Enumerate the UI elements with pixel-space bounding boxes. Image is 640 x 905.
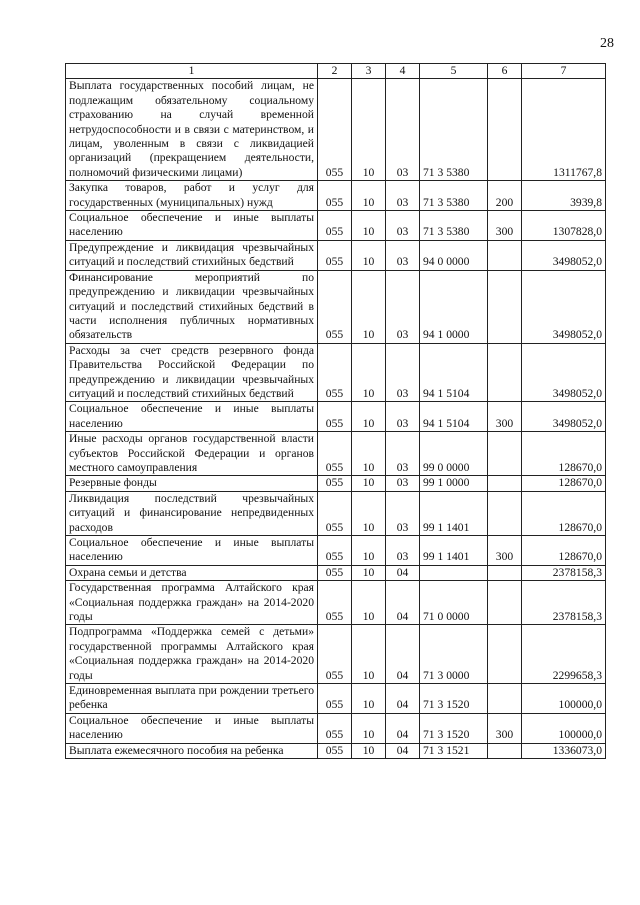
target-article-cell: 71 3 1521 bbox=[420, 743, 488, 758]
expense-type-cell bbox=[488, 79, 522, 181]
expense-type-cell: 300 bbox=[488, 536, 522, 566]
section-code-cell: 10 bbox=[352, 270, 386, 343]
column-header: 5 bbox=[420, 64, 488, 79]
grbs-code-cell: 055 bbox=[318, 343, 352, 402]
amount-cell: 1311767,8 bbox=[522, 79, 606, 181]
expense-name-cell: Единовременная выплата при рождении третьего ребенка bbox=[66, 684, 318, 714]
budget-table bbox=[65, 63, 606, 759]
grbs-code-cell: 055 bbox=[318, 743, 352, 758]
expense-name-cell: Предупреждение и ликвидация чрезвычайных ситуаций и последствий стихийных бедствий bbox=[66, 240, 318, 270]
grbs-code-cell: 055 bbox=[318, 536, 352, 566]
expense-name-cell: Иные расходы органов государственной власти субъектов Российской Федерации и органов местного самоуправления bbox=[66, 432, 318, 476]
amount-cell: 1336073,0 bbox=[522, 743, 606, 758]
expense-type-cell bbox=[488, 270, 522, 343]
expense-name-cell: Социальное обеспечение и иные выплаты населению bbox=[66, 211, 318, 241]
grbs-code-cell: 055 bbox=[318, 491, 352, 535]
amount-cell: 3939,8 bbox=[522, 181, 606, 211]
expense-type-cell bbox=[488, 625, 522, 684]
target-article-cell: 99 0 0000 bbox=[420, 432, 488, 476]
table-row bbox=[66, 343, 606, 402]
subsection-code-cell: 04 bbox=[386, 684, 420, 714]
column-header: 3 bbox=[352, 64, 386, 79]
amount-cell: 3498052,0 bbox=[522, 270, 606, 343]
expense-name-cell: Резервные фонды bbox=[66, 476, 318, 491]
table-row bbox=[66, 240, 606, 270]
subsection-code-cell: 04 bbox=[386, 625, 420, 684]
amount-cell: 100000,0 bbox=[522, 713, 606, 743]
expense-type-cell bbox=[488, 476, 522, 491]
amount-cell: 128670,0 bbox=[522, 536, 606, 566]
amount-cell: 100000,0 bbox=[522, 684, 606, 714]
table-row bbox=[66, 713, 606, 743]
grbs-code-cell: 055 bbox=[318, 402, 352, 432]
grbs-code-cell: 055 bbox=[318, 240, 352, 270]
target-article-cell bbox=[420, 565, 488, 580]
grbs-code-cell: 055 bbox=[318, 476, 352, 491]
amount-cell: 128670,0 bbox=[522, 476, 606, 491]
table-row bbox=[66, 181, 606, 211]
section-code-cell: 10 bbox=[352, 240, 386, 270]
target-article-cell: 94 1 5104 bbox=[420, 402, 488, 432]
amount-cell: 2299658,3 bbox=[522, 625, 606, 684]
amount-cell: 3498052,0 bbox=[522, 240, 606, 270]
target-article-cell: 99 1 1401 bbox=[420, 491, 488, 535]
target-article-cell: 71 3 1520 bbox=[420, 713, 488, 743]
table-row bbox=[66, 432, 606, 476]
section-code-cell: 10 bbox=[352, 536, 386, 566]
table-row bbox=[66, 743, 606, 758]
table-row bbox=[66, 491, 606, 535]
grbs-code-cell: 055 bbox=[318, 211, 352, 241]
expense-type-cell bbox=[488, 684, 522, 714]
grbs-code-cell: 055 bbox=[318, 432, 352, 476]
expense-name-cell: Государственная программа Алтайского края «Социальная поддержка граждан» на 2014-2020 годы bbox=[66, 581, 318, 625]
expense-name-cell: Социальное обеспечение и иные выплаты населению bbox=[66, 402, 318, 432]
page-number: 28 bbox=[600, 36, 614, 51]
subsection-code-cell: 03 bbox=[386, 476, 420, 491]
table-row bbox=[66, 536, 606, 566]
subsection-code-cell: 03 bbox=[386, 343, 420, 402]
table-row bbox=[66, 565, 606, 580]
subsection-code-cell: 03 bbox=[386, 536, 420, 566]
subsection-code-cell: 04 bbox=[386, 713, 420, 743]
expense-name-cell: Социальное обеспечение и иные выплаты населению bbox=[66, 536, 318, 566]
column-header: 4 bbox=[386, 64, 420, 79]
table-header-row bbox=[66, 64, 606, 79]
grbs-code-cell: 055 bbox=[318, 581, 352, 625]
grbs-code-cell: 055 bbox=[318, 684, 352, 714]
grbs-code-cell: 055 bbox=[318, 625, 352, 684]
expense-type-cell: 300 bbox=[488, 402, 522, 432]
section-code-cell: 10 bbox=[352, 713, 386, 743]
grbs-code-cell: 055 bbox=[318, 181, 352, 211]
subsection-code-cell: 03 bbox=[386, 270, 420, 343]
expense-type-cell bbox=[488, 432, 522, 476]
target-article-cell: 71 3 0000 bbox=[420, 625, 488, 684]
table-row bbox=[66, 79, 606, 181]
expense-name-cell: Закупка товаров, работ и услуг для государственных (муниципальных) нужд bbox=[66, 181, 318, 211]
target-article-cell: 94 1 5104 bbox=[420, 343, 488, 402]
section-code-cell: 10 bbox=[352, 491, 386, 535]
amount-cell: 3498052,0 bbox=[522, 402, 606, 432]
table-row bbox=[66, 211, 606, 241]
column-header: 1 bbox=[66, 64, 318, 79]
target-article-cell: 71 3 5380 bbox=[420, 181, 488, 211]
section-code-cell: 10 bbox=[352, 343, 386, 402]
table-row bbox=[66, 625, 606, 684]
subsection-code-cell: 03 bbox=[386, 240, 420, 270]
expense-type-cell: 200 bbox=[488, 181, 522, 211]
expense-type-cell bbox=[488, 581, 522, 625]
expense-name-cell: Социальное обеспечение и иные выплаты населению bbox=[66, 713, 318, 743]
subsection-code-cell: 03 bbox=[386, 432, 420, 476]
subsection-code-cell: 04 bbox=[386, 581, 420, 625]
subsection-code-cell: 04 bbox=[386, 743, 420, 758]
section-code-cell: 10 bbox=[352, 625, 386, 684]
amount-cell: 3498052,0 bbox=[522, 343, 606, 402]
section-code-cell: 10 bbox=[352, 581, 386, 625]
table-row bbox=[66, 270, 606, 343]
subsection-code-cell: 03 bbox=[386, 491, 420, 535]
grbs-code-cell: 055 bbox=[318, 79, 352, 181]
subsection-code-cell: 03 bbox=[386, 181, 420, 211]
grbs-code-cell: 055 bbox=[318, 565, 352, 580]
expense-type-cell: 300 bbox=[488, 713, 522, 743]
expense-type-cell bbox=[488, 565, 522, 580]
expense-type-cell bbox=[488, 343, 522, 402]
amount-cell: 128670,0 bbox=[522, 491, 606, 535]
amount-cell: 128670,0 bbox=[522, 432, 606, 476]
section-code-cell: 10 bbox=[352, 79, 386, 181]
expense-type-cell bbox=[488, 240, 522, 270]
table-row bbox=[66, 581, 606, 625]
expense-type-cell bbox=[488, 491, 522, 535]
section-code-cell: 10 bbox=[352, 476, 386, 491]
table-row bbox=[66, 476, 606, 491]
subsection-code-cell: 03 bbox=[386, 79, 420, 181]
target-article-cell: 99 1 0000 bbox=[420, 476, 488, 491]
grbs-code-cell: 055 bbox=[318, 713, 352, 743]
expense-type-cell bbox=[488, 743, 522, 758]
expense-name-cell: Подпрограмма «Поддержка семей с детьми» государственной программы Алтайского края «Социальная поддержка граждан» на 2014-2020 годы bbox=[66, 625, 318, 684]
section-code-cell: 10 bbox=[352, 743, 386, 758]
expense-type-cell: 300 bbox=[488, 211, 522, 241]
section-code-cell: 10 bbox=[352, 211, 386, 241]
table-row bbox=[66, 684, 606, 714]
expense-name-cell: Охрана семьи и детства bbox=[66, 565, 318, 580]
expense-name-cell: Расходы за счет средств резервного фонда Правительства Российской Федерации по предупреждению и ликвидации чрезвычайных ситуаций и последствий стихийных бедствий bbox=[66, 343, 318, 402]
target-article-cell: 71 3 5380 bbox=[420, 79, 488, 181]
amount-cell: 2378158,3 bbox=[522, 581, 606, 625]
section-code-cell: 10 bbox=[352, 402, 386, 432]
target-article-cell: 99 1 1401 bbox=[420, 536, 488, 566]
expense-name-cell: Ликвидация последствий чрезвычайных ситуаций и финансирование непредвиденных расходов bbox=[66, 491, 318, 535]
column-header: 6 bbox=[488, 64, 522, 79]
subsection-code-cell: 03 bbox=[386, 211, 420, 241]
grbs-code-cell: 055 bbox=[318, 270, 352, 343]
target-article-cell: 71 0 0000 bbox=[420, 581, 488, 625]
section-code-cell: 10 bbox=[352, 432, 386, 476]
target-article-cell: 94 0 0000 bbox=[420, 240, 488, 270]
column-header: 2 bbox=[318, 64, 352, 79]
section-code-cell: 10 bbox=[352, 181, 386, 211]
column-header: 7 bbox=[522, 64, 606, 79]
target-article-cell: 71 3 5380 bbox=[420, 211, 488, 241]
amount-cell: 2378158,3 bbox=[522, 565, 606, 580]
section-code-cell: 10 bbox=[352, 684, 386, 714]
expense-name-cell: Выплата государственных пособий лицам, не подлежащим обязательному социальному страхованию на случай временной нетрудоспособности и в связи с материнством, и лицам, уволенным в связи с ликвидацией организаций (прекращением деятельности, полномочий физическими лицами) bbox=[66, 79, 318, 181]
amount-cell: 1307828,0 bbox=[522, 211, 606, 241]
expense-name-cell: Выплата ежемесячного пособия на ребенка bbox=[66, 743, 318, 758]
subsection-code-cell: 04 bbox=[386, 565, 420, 580]
target-article-cell: 71 3 1520 bbox=[420, 684, 488, 714]
subsection-code-cell: 03 bbox=[386, 402, 420, 432]
table-row bbox=[66, 402, 606, 432]
target-article-cell: 94 1 0000 bbox=[420, 270, 488, 343]
expense-name-cell: Финансирование мероприятий по предупреждению и ликвидации чрезвычайных ситуаций и последствий стихийных бедствий в части исполнения публичных нормативных обязательств bbox=[66, 270, 318, 343]
section-code-cell: 10 bbox=[352, 565, 386, 580]
